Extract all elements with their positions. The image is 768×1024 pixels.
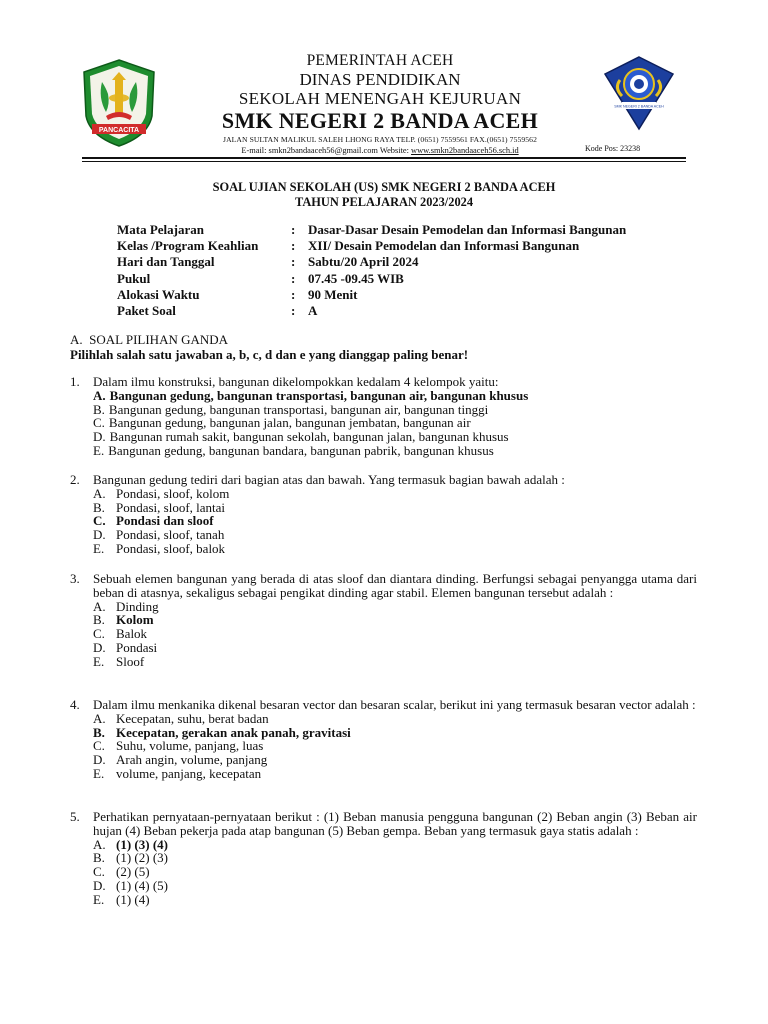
option-b: B. Pondasi, sloof, lantai [93,499,226,515]
option-e: E. (1) (4) [93,891,150,907]
info-label: Alokasi Waktu [117,286,200,302]
info-value: A [308,302,318,318]
question-4 [70,698,697,781]
info-value: 90 Menit [308,286,358,302]
question-options [93,600,697,669]
info-label: Paket Soal [117,302,176,318]
exam-title-line2: TAHUN PELAJARAN 2023/2024 [294,195,474,209]
info-label: Hari dan Tanggal [117,254,215,270]
question-options [93,389,697,458]
option-e: E. Bangunan gedung, bangunan bandara, bangunan pabrik, bangunan khusus [93,442,494,458]
info-label: Mata Pelajaran [117,222,205,237]
question-stem: Perhatikan pernyataan-pernyataan berikut : (1) Beban manusia pengguna bangunan (2) Beban angin (3) Beban air hujan (4) Beban pekerja pada atap bangunan (5) Beban gempa. Beban yang termasuk gaya statis adalah : [93,809,697,838]
option-d: D. Arah angin, volume, panjang [93,752,268,768]
question-stem: Sebuah elemen bangunan yang berada di atas sloof dan diantara dinding. Berfungsi sebagai penyangga utama dari beban di atasnya, sekaligus sebagai pengikat dinding agar stabil. Elemen bangunan tersebut adalah : [93,571,697,600]
option-a: A. (1) (3) (4) [93,836,168,852]
section-letter: A. [70,332,83,347]
question-number: 2. [70,472,80,487]
option-b: B. Kolom [93,612,154,628]
section-instruction: Pilihlah salah satu jawaban a, b, c, d dan e yang dianggap paling benar! [70,347,469,362]
option-d: D. Bangunan rumah sakit, bangunan sekolah, bangunan jalan, bangunan khusus [93,429,509,445]
contact-line [160,145,600,156]
question-options [93,487,697,556]
option-a: A. Pondasi, sloof, kolom [93,485,230,501]
question-stem: Dalam ilmu konstruksi, bangunan dikelompokkan kedalam 4 kelompok yaitu: [93,374,499,389]
option-d: D. Pondasi, sloof, tanah [93,527,225,543]
website-link[interactable]: www.smkn2bandaaceh56.sch.id [411,146,519,155]
info-label: Pukul [117,270,151,286]
info-value: Sabtu/20 April 2024 [308,254,419,270]
option-a: A. Dinding [93,598,159,614]
pancacita-logo-text: PANCACITA [98,127,140,134]
department-name: DINAS PENDIDIKAN [299,70,461,89]
government-name: PEMERINTAH ACEH [306,52,454,69]
info-colon: : [291,286,296,302]
school-emblem-text: SMK NEGERI 2 BANDA ACEH [614,104,664,109]
letterhead-divider-thin [82,161,686,162]
option-c: C. (2) (5) [93,864,150,880]
option-e: E. Pondasi, sloof, balok [93,540,226,556]
question-2 [70,473,697,556]
postal-code: Kode Pos: 23238 [585,144,641,153]
info-label: Kelas /Program Keahlian [117,238,259,254]
aceh-emblem-logo [80,58,158,148]
question-number: 3. [70,571,80,586]
info-value: Dasar-Dasar Desain Pemodelan dan Informasi Bangunan [308,222,627,237]
letterhead [160,52,600,156]
option-e: E. volume, panjang, kecepatan [93,765,262,781]
question-options [93,712,697,781]
option-a: A. Bangunan gedung, bangunan transportasi, bangunan air, bangunan khusus [93,387,529,403]
question-number: 4. [70,697,80,712]
school-emblem-logo [600,54,678,132]
school-name: SMK NEGERI 2 BANDA ACEH [221,108,539,133]
option-b: B. Kecepatan, gerakan anak panah, gravitasi [93,724,351,740]
info-colon: : [291,302,296,318]
section-title: SOAL PILIHAN GANDA [89,332,229,347]
exam-title-line1: SOAL UJIAN SEKOLAH (US) SMK NEGERI 2 BANDA ACEH [212,180,556,194]
question-stem: Bangunan gedung tediri dari bagian atas dan bawah. Yang termasuk bagian bawah adalah : [93,472,565,487]
question-3 [70,572,697,669]
option-b: B. Bangunan gedung, bangunan transportasi, bangunan air, bangunan tinggi [93,401,489,417]
question-stem: Dalam ilmu menkanika dikenal besaran vector dan besaran scalar, berikut ini yang termasuk besaran vector adalah : [93,697,696,712]
option-a: A. Kecepatan, suhu, berat badan [93,710,269,726]
info-colon: : [291,222,296,237]
info-value: 07.45 -09.45 WIB [308,270,404,286]
exam-title [82,180,686,210]
option-c: C. Pondasi dan sloof [93,513,214,529]
letterhead-divider [82,157,686,159]
question-5 [70,810,697,907]
school-address: JALAN SULTAN MALIKUL SALEH LHONG RAYA TELP. (0651) 7559561 FAX.(0651) 7559562 [223,135,537,144]
email-text: E-mail: smkn2bandaaceh56@gmail.com Website: [241,146,412,155]
option-e: E. Sloof [93,653,145,669]
info-colon: : [291,238,296,254]
question-number: 1. [70,374,80,389]
option-c: C. Bangunan gedung, bangunan jalan, bangunan jembatan, bangunan air [93,415,471,431]
info-colon: : [291,254,296,270]
option-c: C. Suhu, volume, panjang, luas [93,738,264,754]
info-value: XII/ Desain Pemodelan dan Informasi Bangunan [308,238,580,254]
section-heading [70,332,468,347]
option-c: C. Balok [93,626,148,642]
info-colon: : [291,270,296,286]
question-1 [70,375,697,458]
section-a [70,332,468,362]
option-d: D. (1) (4) (5) [93,877,168,893]
option-d: D. Pondasi [93,639,158,655]
question-number: 5. [70,809,80,824]
school-type: SEKOLAH MENENGAH KEJURUAN [238,89,522,108]
question-options [93,838,697,907]
option-b: B. (1) (2) (3) [93,850,168,866]
